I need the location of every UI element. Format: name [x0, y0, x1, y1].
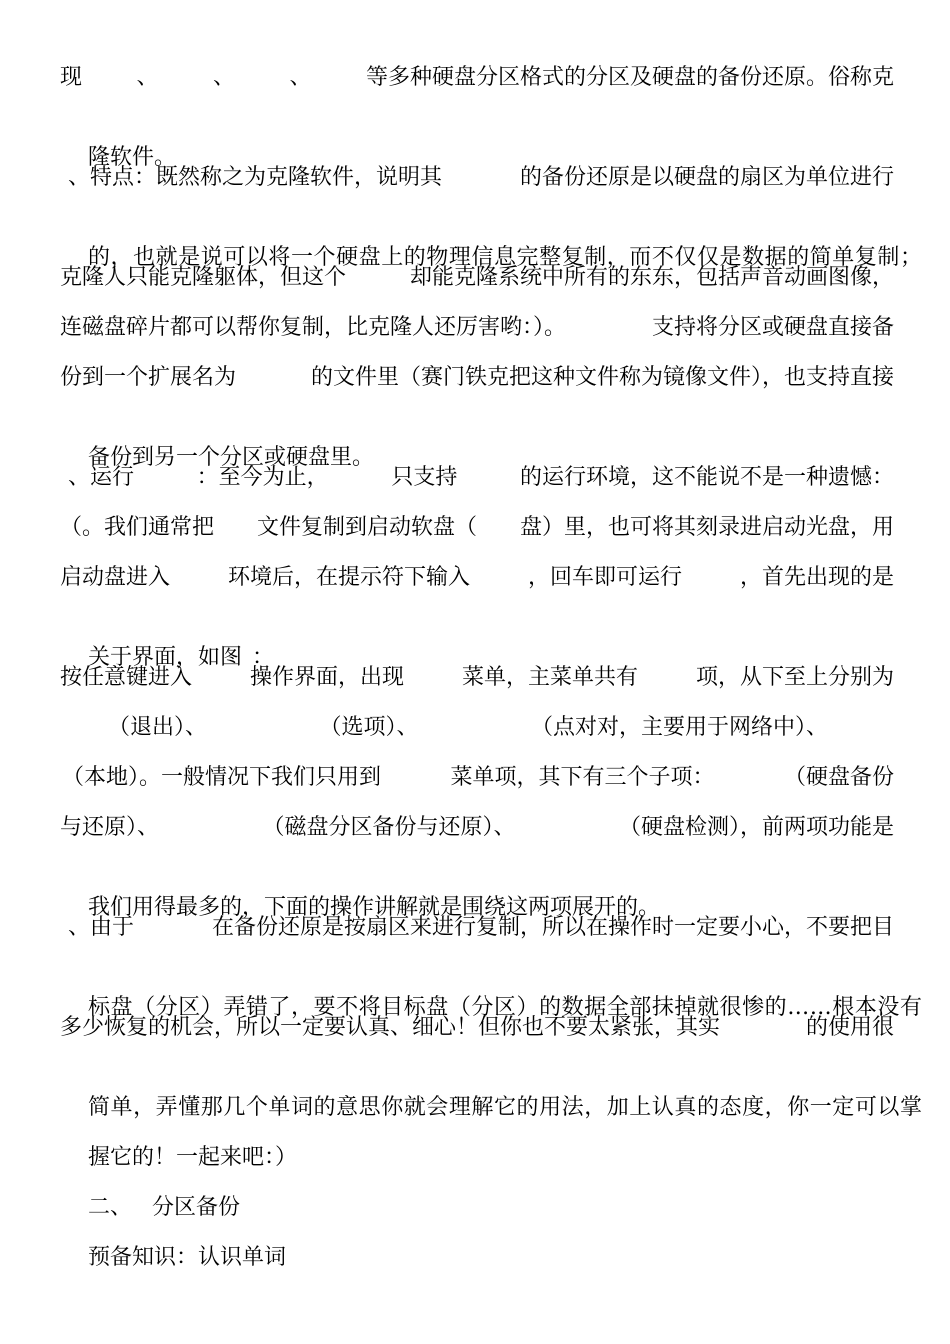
text-fragment: 关于界面，如图 [87, 645, 242, 670]
section-number: 二、 [87, 1195, 132, 1220]
text-fragment: 的运行环境，这不能说不是一种遗憾： [519, 465, 894, 490]
text-fragment: 项，从下至上分别为 [695, 665, 894, 690]
section-heading [60, 1163, 894, 1220]
text-fragment: 却能克隆系统中所有的东东，包括声音动画图像， [409, 265, 894, 290]
text-line-17 [60, 863, 894, 920]
text-fragment: 份到一个扩展名为 [60, 365, 237, 390]
text-line-18 [68, 913, 894, 943]
text-line-4 [60, 213, 923, 270]
text-fragment: 简单，弄懂那几个单词的意思你就会理解它的用法，加上认真的态度，你一定可以掌 [87, 1095, 923, 1120]
text-line-6 [60, 313, 894, 343]
text-line-15 [62, 763, 894, 793]
text-fragment: 菜单，主菜单共有 [461, 665, 638, 690]
text-fragment: 现 [60, 65, 83, 90]
text-fragment: 操作界面，出现 [249, 665, 404, 690]
text-fragment: ：至今为止， [196, 465, 329, 490]
text-fragment: 的备份还原是以硬盘的扇区为单位进行 [519, 165, 894, 190]
text-line-19 [60, 963, 923, 1020]
text-fragment: （。我们通常把 [60, 515, 215, 540]
text-fragment: 的，也就是说可以将一个硬盘上的物理信息完整复制，而不仅仅是数据的简单复制； [87, 245, 923, 270]
text-fragment: 只支持 [391, 465, 458, 490]
text-line-8 [60, 413, 894, 470]
text-fragment: （磁盘分区备份与还原）、 [262, 815, 516, 840]
text-fragment: 多少恢复的机会，所以一定要认真、细心！但你也不要太紧张，其实 [60, 1015, 721, 1040]
text-line-14 [108, 713, 828, 743]
text-fragment: 、特点：既然称之为克隆软件，说明其 [68, 165, 443, 190]
text-fragment: 按任意键进入 [60, 665, 193, 690]
text-line-7 [60, 363, 894, 393]
text-fragment: （硬盘备份 [783, 765, 894, 790]
text-fragment: 握它的！一起来吧：） [87, 1145, 297, 1170]
text-fragment: 标盘（分区）弄错了，要不将目标盘（分区）的数据全部抹掉就很惨的……根本没有 [87, 995, 923, 1020]
text-line-1 [60, 63, 894, 93]
text-line-22 [60, 1113, 894, 1170]
text-line-5 [60, 263, 894, 293]
text-fragment: （退出）、 [108, 715, 208, 740]
text-line-24 [60, 1213, 894, 1270]
text-line-9 [68, 463, 894, 493]
text-line-10 [60, 513, 894, 543]
text-fragment: 连磁盘碎片都可以帮你复制，比克隆人还厉害哟：）。 [60, 315, 567, 340]
text-line-3 [68, 163, 894, 193]
text-fragment: 、 [289, 65, 312, 90]
text-line-2 [60, 113, 894, 170]
text-fragment: 、由于 [68, 915, 135, 940]
text-fragment: 与还原）、 [60, 815, 160, 840]
text-fragment: 、运行 [68, 465, 135, 490]
text-fragment: 盘）里，也可将其刻录进启动光盘，用 [519, 515, 894, 540]
text-fragment: 、 [212, 65, 235, 90]
text-line-21 [60, 1063, 923, 1120]
text-fragment: （选项）、 [319, 715, 419, 740]
text-fragment: 预备知识：认识单词 [87, 1245, 286, 1270]
text-fragment: ： [252, 645, 275, 670]
text-fragment: 等多种硬盘分区格式的分区及硬盘的备份还原。俗称克 [365, 65, 894, 90]
text-line-11 [60, 563, 894, 593]
text-fragment: 支持将分区或硬盘直接备 [651, 315, 894, 340]
text-fragment: 、 [136, 65, 159, 90]
text-fragment: （点对对，主要用于网络中）、 [530, 715, 828, 740]
text-fragment: 在备份还原是按扇区来进行复制，所以在操作时一定要小心，不要把目 [211, 915, 894, 940]
text-fragment: 隆软件。 [87, 145, 176, 170]
text-fragment: （硬盘检测），前两项功能是 [618, 815, 894, 840]
text-fragment: 我们用得最多的，下面的操作讲解就是围绕这两项展开的。 [87, 895, 660, 920]
section-title: 分区备份 [152, 1195, 241, 1220]
text-fragment: （本地）。一般情况下我们只用到 [62, 765, 382, 790]
text-fragment: 的文件里（赛门铁克把这种文件称为镜像文件），也支持直接 [310, 365, 894, 390]
text-line-20 [60, 1013, 894, 1043]
text-fragment: 启动盘进入 [60, 565, 171, 590]
text-fragment: 文件复制到启动软盘（ [256, 515, 477, 540]
text-fragment: 的使用很 [805, 1015, 894, 1040]
text-line-13 [60, 663, 894, 693]
text-fragment: ，回车即可运行 [527, 565, 682, 590]
text-fragment: ，首先出现的是 [739, 565, 894, 590]
text-fragment: 备份到另一个分区或硬盘里。 [87, 445, 374, 470]
text-line-12 [60, 613, 894, 670]
text-fragment: 菜单项，其下有三个子项： [450, 765, 715, 790]
text-line-16 [60, 813, 894, 843]
text-fragment: 环境后，在提示符下输入 [227, 565, 470, 590]
text-fragment: 克隆人只能克隆躯体，但这个 [60, 265, 347, 290]
